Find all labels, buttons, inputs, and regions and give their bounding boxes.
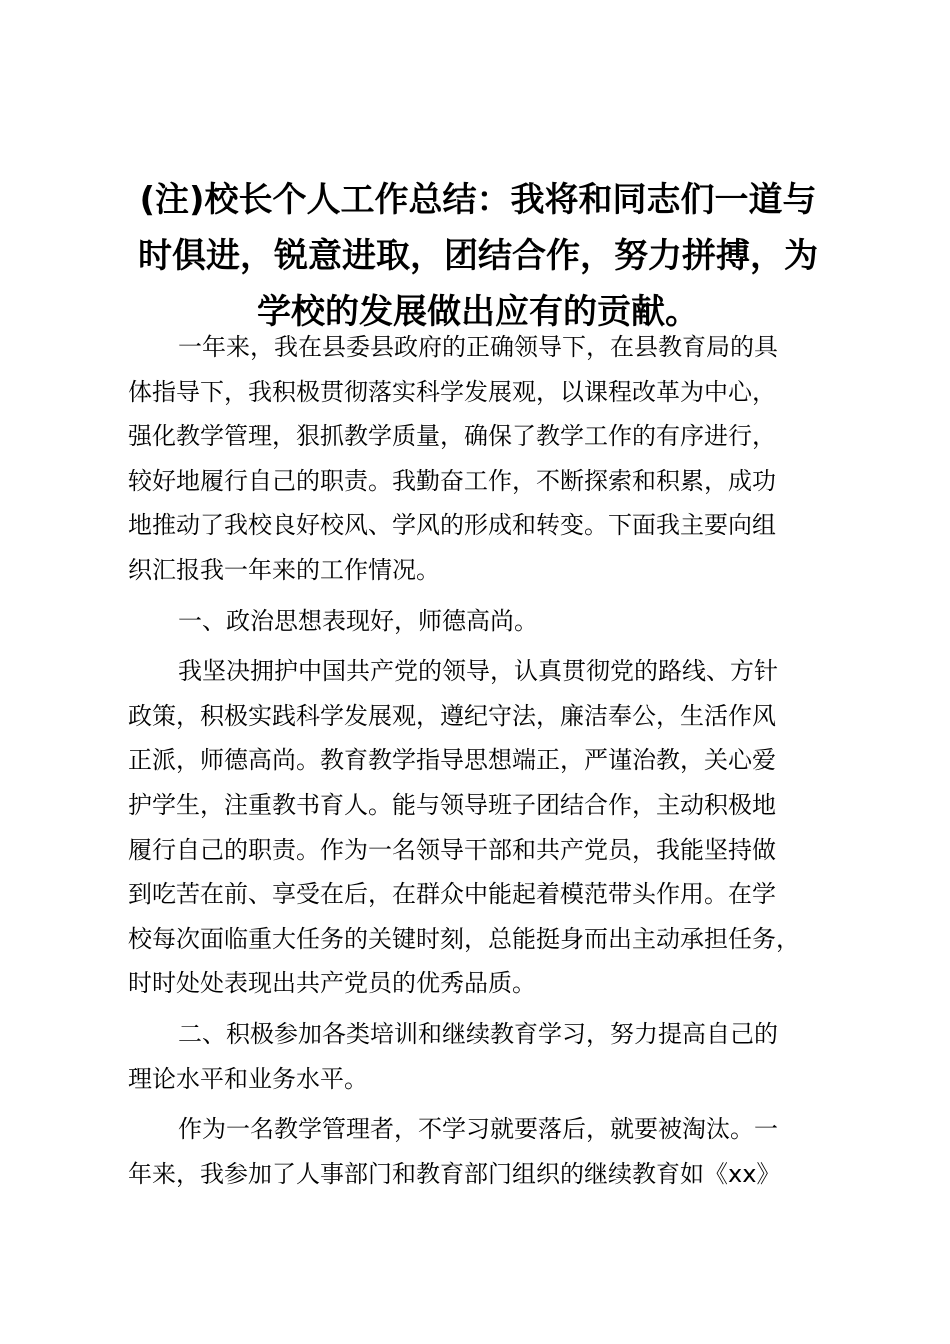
text-line: 我坚决拥护中国共产党的领导，认真贯彻党的路线、方针 bbox=[178, 657, 778, 686]
text-line: 强化教学管理，狠抓教学质量，确保了教学工作的有序进行， bbox=[128, 422, 776, 451]
text-line: 织汇报我一年来的工作情况。 bbox=[128, 555, 440, 584]
text-line: 一、政治思想表现好，师德高尚。 bbox=[178, 606, 538, 635]
text-line: 作为一名教学管理者，不学习就要落后，就要被淘汰。一 bbox=[178, 1115, 778, 1144]
paragraph-section-2 bbox=[128, 1107, 838, 1196]
text-line: 较好地履行自己的职责。我勤奋工作，不断探索和积累，成功 bbox=[128, 466, 776, 495]
document-title bbox=[118, 172, 838, 340]
text-line: 正派，师德高尚。教育教学指导思想端正，严谨治教，关心爱 bbox=[128, 746, 776, 775]
text-line: 年来，我参加了人事部门和教育部门组织的继续教育如《xx》 bbox=[128, 1159, 781, 1188]
text-line: 一年来，我在县委县政府的正确领导下，在县教育局的具 bbox=[178, 333, 778, 361]
text-line: 体指导下，我积极贯彻落实科学发展观，以课程改革为中心， bbox=[128, 377, 776, 406]
text-line: 时时处处表现出共产党员的优秀品质。 bbox=[128, 969, 536, 998]
title-line: 学校的发展做出应有的贡献。 bbox=[257, 292, 699, 332]
title-line: 时俱进，锐意进取，团结合作，努力拼搏，为 bbox=[138, 236, 818, 276]
text-line: 理论水平和业务水平。 bbox=[128, 1064, 368, 1093]
document-body bbox=[128, 325, 838, 1196]
text-line: 履行自己的职责。作为一名领导干部和共产党员，我能坚持做 bbox=[128, 835, 776, 864]
paragraph-intro bbox=[128, 325, 838, 593]
text-line: 地推动了我校良好校风、学风的形成和转变。下面我主要向组 bbox=[128, 511, 776, 540]
paragraph-section-1 bbox=[128, 649, 838, 1006]
section-heading-2 bbox=[128, 1012, 838, 1101]
text-line: 政策，积极实践科学发展观，遵纪守法，廉洁奉公，生活作风 bbox=[128, 701, 776, 730]
text-line: 到吃苦在前、享受在后，在群众中能起着模范带头作用。在学 bbox=[128, 880, 776, 909]
text-line: 二、积极参加各类培训和继续教育学习，努力提高自己的 bbox=[178, 1019, 778, 1048]
text-line: 校每次面临重大任务的关键时刻，总能挺身而出主动承担任务， bbox=[128, 924, 800, 953]
title-line: (注)校长个人工作总结：我将和同志们一道与 bbox=[139, 180, 817, 220]
section-heading-1 bbox=[128, 599, 838, 644]
text-line: 护学生，注重教书育人。能与领导班子团结合作，主动积极地 bbox=[128, 790, 776, 819]
